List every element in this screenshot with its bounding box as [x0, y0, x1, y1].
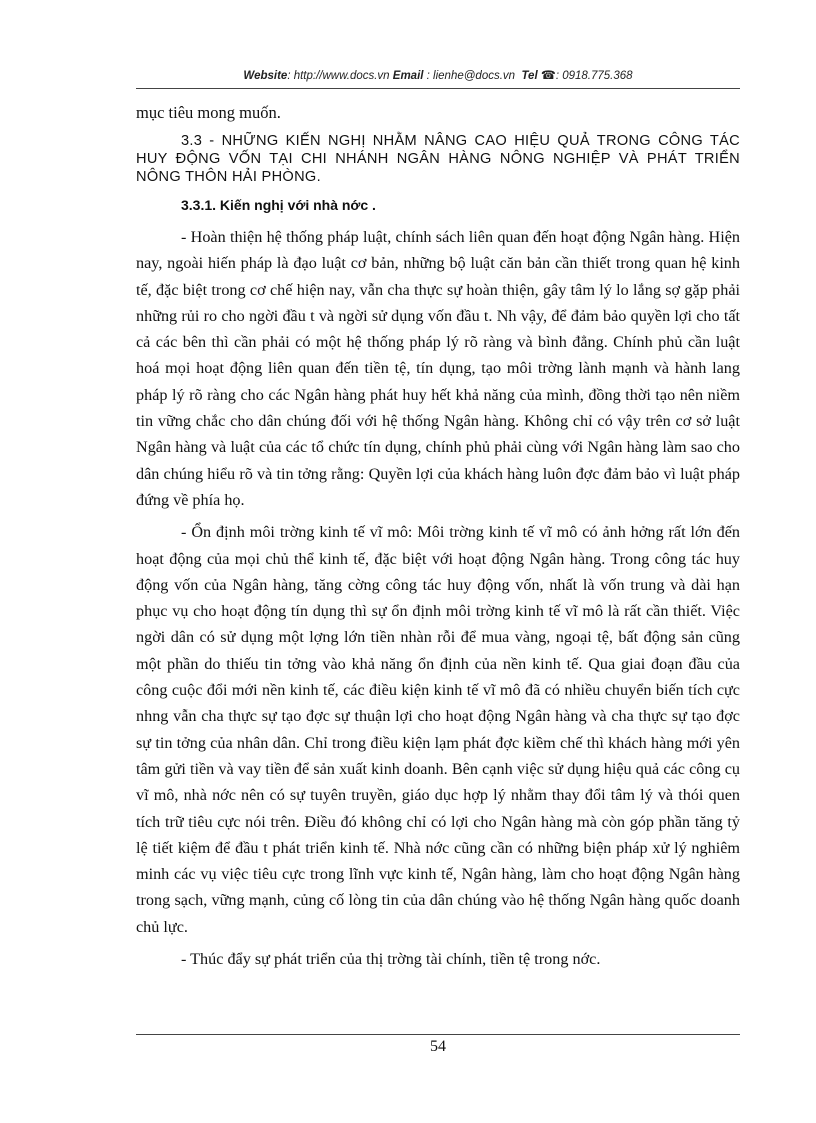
subheading: 3.3.1. Kiến nghị với nhà nớc . — [181, 197, 376, 213]
footer-divider — [136, 1034, 740, 1035]
paragraph-legal-system: - Hoàn thiện hệ thống pháp luật, chính sách liên quan đến hoạt động Ngân hàng. Hiện nay, ngoài hiến pháp là đạo luật cơ bản, những bộ luật căn bản cần thiết trong quan hệ kinh tế, đặc biệt trong cơ chế hiện nay, vẫn cha thực sự hoàn thiện, gây tâm lý lo lắng sợ gặp phải những rủi ro cho ngời đầu t và ngời sử dụng vốn đầu t. Nh vậy, để đảm bảo quyền lợi cho tất cả các bên thì cần phải có một hệ thống pháp lý rõ ràng và bình đẳng. Chính phủ cần luật hoá mọi hoạt động liên quan đến tiền tệ, tín dụng, tạo môi trờng lành mạnh và hành lang pháp lý rõ ràng cho các Ngân hàng phát huy hết khả năng của mình, đồng thời tạo nên niềm tin vững chắc cho dân chúng đối với hệ thống Ngân hàng. Không chỉ có vậy trên cơ sở luật Ngân hàng và luật của các tổ chức tín dụng, chính phủ phải cùng với Ngân hàng làm sao cho dân chúng hiểu rõ và tin tởng rằng: Quyền lợi của khách hàng luôn đợc đảm bảo vì luật pháp đứng về phía họ. — [136, 228, 740, 509]
section-heading: 3.3 - NHỮNG KIẾN NGHỊ NHẰM NÂNG CAO HIỆU QUẢ TRONG CÔNG TÁC HUY ĐỘNG VỐN TẠI CHI NHÁNH NGÂN HÀNG NÔNG NGHIỆP VÀ PHÁT TRIỂN NÔNG THÔN HẢI PHÒNG. — [136, 133, 740, 185]
paragraph-macro-stability: - Ổn định môi trờng kinh tế vĩ mô: Môi trờng kinh tế vĩ mô có ảnh hởng rất lớn đến hoạt động của mọi chủ thể kinh tế, đặc biệt với hoạt động Ngân hàng. Trong công tác huy động vốn của Ngân hàng, tăng cờng công tác huy động vốn, nhất là vốn trung và dài hạn phục vụ cho hoạt động tín dụng thì sự ổn định môi trờng kinh tế vĩ mô là rất cần thiết. Việc ngời dân có sử dụng một lợng lớn tiền nhàn rỗi để mua vàng, ngoại tệ, bất động sản cũng một phần do thiếu tin tởng vào khả năng ổn định của nền kinh tế. Qua giai đoạn đầu của công cuộc đổi mới nền kinh tế, các điều kiện kinh tế vĩ mô đã có nhiều chuyển biến tích cực nhng vẫn cha thực sự tạo đợc sự thuận lợi cho hoạt động Ngân hàng và cha thực sự tạo đợc sự tin tởng của nhân dân. Chỉ trong điều kiện lạm phát đợc kiềm chế thì khách hàng mới yên tâm gửi tiền và vay tiền để sản xuất kinh doanh. Bên cạnh việc sử dụng hiệu quả các công cụ vĩ mô, nhà nớc nên có sự tuyên truyền, giáo dục hợp lý nhằm thay đổi tâm lý và thói quen tích trữ tiêu cực nói trên. Điều đó không chỉ có lợi cho Ngân hàng mà còn góp phần tăng tỷ lệ tiết kiệm để đầu t phát triển kinh tế. Nhà nớc cũng cần có những biện pháp xử lý nghiêm minh các vụ việc tiêu cực trong lĩnh vực kinh tế, Ngân hàng, làm cho hoạt động Ngân hàng trong sạch, vững mạnh, củng cố lòng tin của dân chúng vào hệ thống Ngân hàng quốc doanh chủ lực. — [136, 523, 740, 936]
tel-label: Tel — [521, 70, 538, 82]
website-label: Website — [243, 70, 288, 82]
email-label: Email — [392, 70, 424, 82]
phone-icon: ☎ — [540, 68, 556, 82]
intro-text: mục tiêu mong muốn. — [136, 103, 281, 122]
email-address: : lienhe@docs.vn — [423, 70, 516, 82]
document-body — [136, 100, 740, 978]
website-url: : http://www.docs.vn — [287, 70, 390, 82]
page-header — [136, 64, 740, 89]
page-number: 54 — [430, 1038, 446, 1055]
paragraph-financial-market: - Thúc đẩy sự phát triển của thị trờng tài chính, tiền tệ trong nớc. — [181, 950, 601, 969]
tel-number: : 0918.775.368 — [555, 70, 633, 82]
